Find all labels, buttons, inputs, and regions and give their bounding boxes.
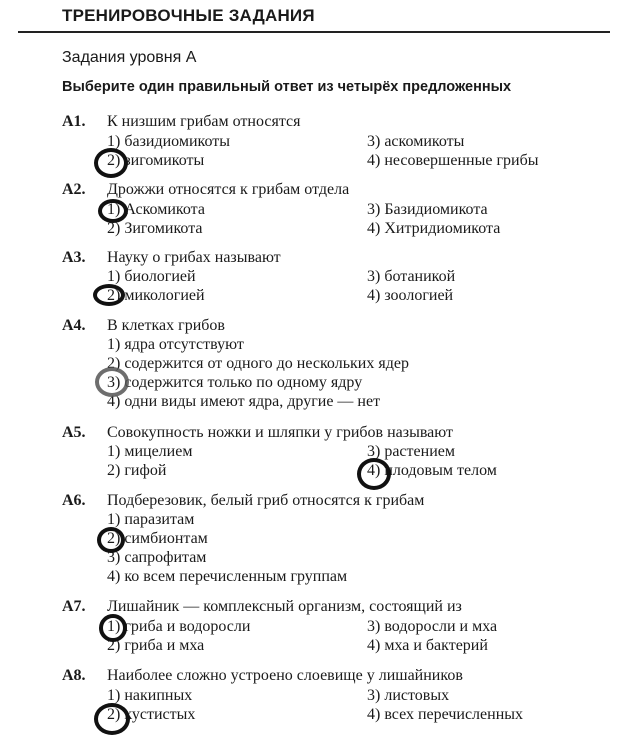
answer-option[interactable]: 1) ядра отсутствуют	[107, 336, 244, 353]
question-text: К низшим грибам относятся	[107, 113, 301, 130]
answer-option[interactable]: 1) мицелием	[107, 443, 193, 460]
question-number: А5.	[62, 424, 86, 441]
answer-circle-mark	[357, 458, 391, 490]
answer-option[interactable]: 4) всех перечисленных	[367, 706, 524, 723]
answer-option[interactable]: 3) растением	[367, 443, 455, 460]
answer-option[interactable]: 3) ботаникой	[367, 268, 456, 285]
header-rule	[18, 31, 610, 33]
answer-option[interactable]: 4) одни виды имеют ядра, другие — нет	[107, 393, 381, 410]
question-text: Лишайник — комплексный организм, состоящий из	[107, 598, 462, 615]
answer-circle-mark	[95, 367, 129, 397]
question-text: В клетках грибов	[107, 317, 225, 334]
answer-circle-mark	[93, 284, 125, 306]
question-number: А6.	[62, 492, 86, 509]
answer-option[interactable]: 2) гифой	[107, 462, 167, 479]
page-header: ТРЕНИРОВОЧНЫЕ ЗАДАНИЯ	[62, 6, 315, 25]
answer-option[interactable]: 4) мха и бактерий	[367, 637, 488, 654]
answer-option[interactable]: 4) Хитридиомикота	[367, 220, 501, 237]
answer-option[interactable]: 2) зигомикоты	[107, 152, 205, 169]
question-number: А3.	[62, 249, 86, 266]
level-title: Задания уровня А	[62, 49, 197, 66]
answer-option[interactable]: 2) содержится от одного до нескольких ядер	[107, 355, 409, 372]
answer-option[interactable]: 4) несовершенные грибы	[367, 152, 539, 169]
answer-option[interactable]: 4) зоологией	[367, 287, 454, 304]
answer-option[interactable]: 3) содержится только по одному ядру	[107, 374, 363, 391]
question-text: Подберезовик, белый гриб относятся к грибам	[107, 492, 425, 509]
answer-option[interactable]: 2) гриба и мха	[107, 637, 205, 654]
answer-circle-mark	[97, 527, 125, 553]
answer-option[interactable]: 2) кустистых	[107, 706, 196, 723]
answer-option[interactable]: 3) сапрофитам	[107, 549, 207, 566]
answer-option[interactable]: 1) накипных	[107, 687, 193, 704]
answer-option[interactable]: 1) паразитам	[107, 511, 195, 528]
answer-option[interactable]: 1) базидиомикоты	[107, 133, 231, 150]
answer-option[interactable]: 3) аскомикоты	[367, 133, 465, 150]
instruction: Выберите один правильный ответ из четырёх предложенных	[62, 79, 512, 95]
question-number: А4.	[62, 317, 86, 334]
question-number: А7.	[62, 598, 86, 615]
answer-option[interactable]: 4) плодовым телом	[367, 462, 497, 479]
question-text: Науку о грибах называют	[107, 249, 281, 266]
answer-circle-mark	[98, 199, 128, 223]
question-number: А1.	[62, 113, 86, 130]
answer-option[interactable]: 4) ко всем перечисленным группам	[107, 568, 348, 585]
answer-option[interactable]: 2) симбионтам	[107, 530, 208, 547]
answer-option[interactable]: 2) микологией	[107, 287, 205, 304]
answer-option[interactable]: 1) гриба и водоросли	[107, 618, 251, 635]
question-text: Дрожжи относятся к грибам отдела	[107, 181, 350, 198]
answer-circle-mark	[99, 614, 127, 642]
answer-option[interactable]: 1) Аскомикота	[107, 201, 205, 218]
answer-option[interactable]: 1) биологией	[107, 268, 196, 285]
answer-circle-mark	[94, 703, 130, 735]
answer-option[interactable]: 2) Зигомикота	[107, 220, 203, 237]
answer-option[interactable]: 3) листовых	[367, 687, 450, 704]
answer-option[interactable]: 3) водоросли и мха	[367, 618, 498, 635]
answer-circle-mark	[94, 148, 128, 178]
question-text: Совокупность ножки и шляпки у грибов называют	[107, 424, 453, 441]
answer-option[interactable]: 3) Базидиомикота	[367, 201, 488, 218]
question-text: Наиболее сложно устроено слоевище у лишайников	[107, 667, 463, 684]
question-number: А2.	[62, 181, 86, 198]
question-number: А8.	[62, 667, 86, 684]
